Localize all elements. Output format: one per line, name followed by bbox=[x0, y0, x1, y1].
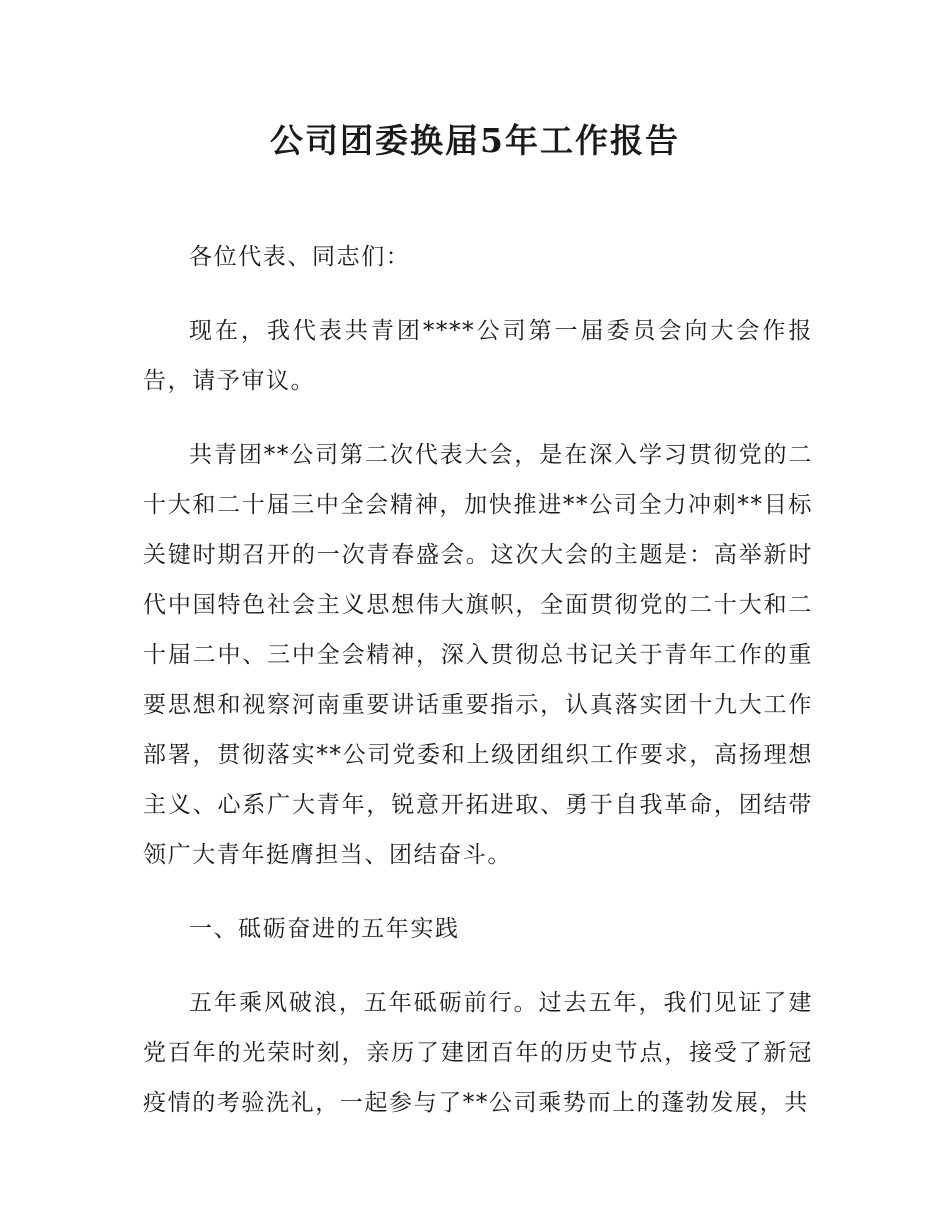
intro-paragraph: 现在，我代表共青团****公司第一届委员会向大会作报告，请予审议。 bbox=[143, 318, 813, 394]
theme-paragraph: 共青团**公司第二次代表大会，是在深入学习贯彻党的二十大和二十届三中全会精神，加快推进**公司全力冲刺**目标关键时期召开的一次青春盛会。这次大会的主题是：高举新时代中国特色社会主义思想伟大旗帜，全面贯彻党的二十大和二十届二中、三中全会精神，深入贯彻总书记关于青年工作的重要思想和视察河南重要讲话重要指示，认真落实团十九大工作部署，贯彻落实**公司党委和上级团组织工作要求，高扬理想主义、心系广大青年，锐意开拓进取、勇于自我革命，团结带领广大青年挺膺担当、团结奋斗。 bbox=[143, 442, 813, 868]
document-body bbox=[143, 232, 813, 1152]
document-title: 公司团委换届5年工作报告 bbox=[270, 121, 680, 160]
section-heading: 一、砥砺奋进的五年实践 bbox=[189, 916, 460, 942]
salutation-paragraph: 各位代表、同志们： bbox=[189, 244, 411, 270]
review-paragraph: 五年乘风破浪，五年砥砺前行。过去五年，我们见证了建党百年的光荣时刻，亲历了建团百年的历史节点，接受了新冠疫情的考验洗礼，一起参与了**公司乘势而上的蓬勃发展，共 bbox=[143, 990, 813, 1116]
